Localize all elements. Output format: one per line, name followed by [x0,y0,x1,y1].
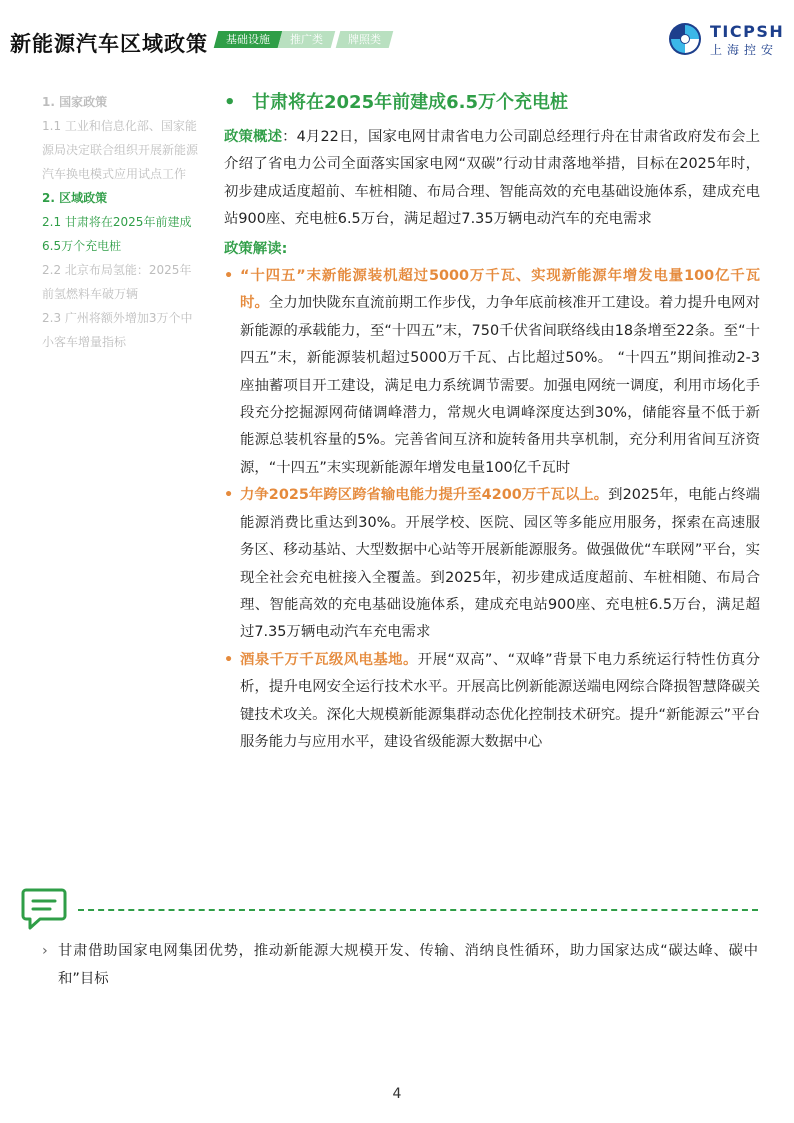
list-item [224,263,760,482]
logo-subtitle: 上海控安 [710,43,779,57]
interpretation-heading: 政策解读: [224,240,288,257]
summary-note [42,937,758,993]
dashed-divider [78,909,758,911]
toc-item-1-1[interactable]: 1.1 工业和信息化部、国家能源局决定联合组织开展新能源汽车换电模式应用试点工作 [42,119,199,181]
point-highlight: “十四五”末新能源装机超过5000万千瓦、实现新能源年增发电量100亿千瓦时。 [240,268,760,312]
page-title: 新能源汽车区域政策 [10,32,208,56]
main-content [224,88,760,756]
table-of-contents [42,90,202,354]
section-heading-text: 甘肃将在2025年前建成6.5万个充电桩 [252,92,568,113]
heading-bullet: • [224,92,236,113]
point-text: 到2025年，电能占终端能源消费比重达到30%。开展学校、医院、园区等多能应用服务，探索在高速服务区、移动基站、大型数据中心站等开展新能源服务。做强做优“车联网”平台，实现全社会充电桩接入全覆盖。到2025年，初步建成适度超前、车桩相随、布局合理、智能高效的充电基础设施体系，建成充电站900座、充电桩6.5万台，满足超过7.35万辆电动汽车充电需求 [240,487,761,641]
point-text: 全力加快陇东直流前期工作步伐，力争年底前核准开工建设。着力提升电网对新能源的承载能力，至“十四五”末，750千伏省间联络线由18条增至22条。至“十四五”末，新能源装机超过5000万千瓦、占比超过50%。 “十四五”期间推动2-3座抽蓄项目开工建设，满足电力系统调节需要。加强电网统一调度，利用市场化手段充分挖掘源网荷储调峰潜力，常规火电调峰深度达到30%，储能容量不低于新能源总装机容量的5%。完善省间互济和旋转备用共享机制，充分利用省间互济资源，“十四五”末实现新能源年增发电量100亿千瓦时 [240,295,760,476]
toc-item-regional-policy[interactable]: 2. 区域政策 [42,191,108,205]
list-item [224,482,760,646]
overview-label: 政策概述 [224,129,283,145]
point-highlight: 酒泉千万千瓦级风电基地。 [240,651,418,668]
summary-text: 甘肃借助国家电网集团优势，推动新能源大规模开发、传输、消纳良性循环，助力国家达成“碳达峰、碳中和”目标 [58,943,758,987]
overview-text: ：4月22日，国家电网甘肃省电力公司副总经理行舟在甘肃省政府发布会上介绍了省电力公司全面落实国家电网“双碳”行动甘肃落地举措，目标在2025年时，初步建成适度超前、车桩相随、布局合理、智能高效的充电基础设施体系，建成充电站900座、充电桩6.5万台，满足超过7.35万辆电动汽车的充电需求 [224,129,760,228]
interpretation-label: 政策解读 [224,240,282,257]
comment-icon [20,886,68,932]
toc-item-2-3[interactable]: 2.3 广州将额外增加3万个中小客车增量指标 [42,311,193,349]
bullet-dot: • [224,651,234,668]
section-heading [224,88,760,118]
logo-swirl-icon [668,22,702,56]
tag-promotion: 推广类 [278,31,336,48]
toc-item-national-policy[interactable]: 1. 国家政策 [42,95,108,109]
bullet-dot: • [224,487,234,504]
bullet-dot: • [224,268,234,285]
list-item [224,647,760,757]
page-number: 4 [392,1086,402,1102]
policy-overview [224,124,760,234]
point-text: 开展“双高”、“双峰”背景下电力系统运行特性仿真分析，提升电网安全运行技术水平。开展高比例新能源送端电网综合降损智慧降碳关键技术攻关。深化大规模新能源集群动态优化控制技术研究。提升“新能源云”平台服务能力与应用水平，建设省级能源大数据中心 [240,651,760,750]
tag-infrastructure: 基础设施 [214,31,283,48]
point-highlight: 力争2025年跨区跨省输电能力提升至4200万千瓦以上。 [240,487,609,504]
toc-item-2-2[interactable]: 2.2 北京布局氢能：2025年前氢燃料车破万辆 [42,263,192,301]
chevron-right-icon: › [42,943,48,959]
toc-item-2-1[interactable]: 2.1 甘肃将在2025年前建成6.5万个充电桩 [42,215,192,253]
tag-license: 牌照类 [336,31,394,48]
logo-name: TICPSH [710,22,785,41]
company-logo [668,20,788,60]
page-header [0,0,794,80]
